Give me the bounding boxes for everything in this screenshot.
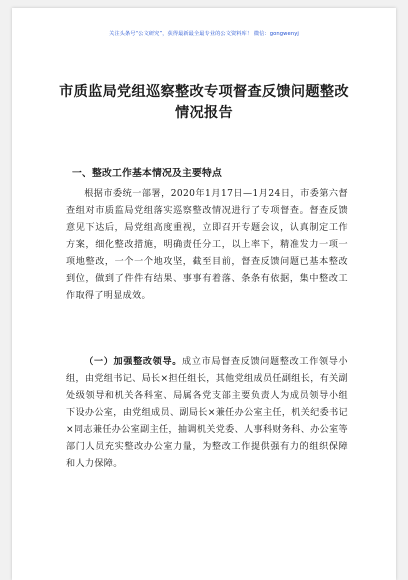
document-page [12, 8, 396, 580]
section-heading: 一、整改工作基本情况及主要特点 [72, 168, 222, 179]
paragraph-body: 成立市局督查反馈问题整改工作领导小组，由党组书记、局长×担任组长，其他党组成员任副组长，有关副处级领导和机关各科室、局属各党支部主要负责人为成员领导小组下设办公室，由党组成员、副局长×兼任办公室主任，机关纪委书记×同志兼任办公室副主任，抽调机关党委、人事科财务科、办公室等部门人员充实整改办公室力量，为整改工作提供强有力的组织保障和人力保障。 [66, 357, 348, 469]
body-paragraph: 根据市委统一部署，2020年1月17日—1月24日，市委第六督查组对市质监局党组落实巡察整改情况进行了专项督查。督查反馈意见下达后，局党组高度重视，立即召开专题会议，认真制定工作方案，细化整改措施，明确责任分工，以上率下，精准发力一项一项地整改，一个一个地攻坚，截至目前，督查反馈问题已基本整改到位，做到了件件有结果、事事有着落、条条有依据，集中整改工作取得了明显成效。 [66, 189, 348, 301]
document-title: 市质监局党组巡察整改专项督查反馈问题整改情况报告 [59, 84, 349, 121]
header-promo-note: 关注头条号“公文研究”，获得最新最全最专业的公文资料库！ 微信：gongwenyj [109, 31, 299, 37]
paragraph-lead: （一）加强整改领导。 [84, 356, 183, 367]
body-paragraph [66, 353, 348, 473]
